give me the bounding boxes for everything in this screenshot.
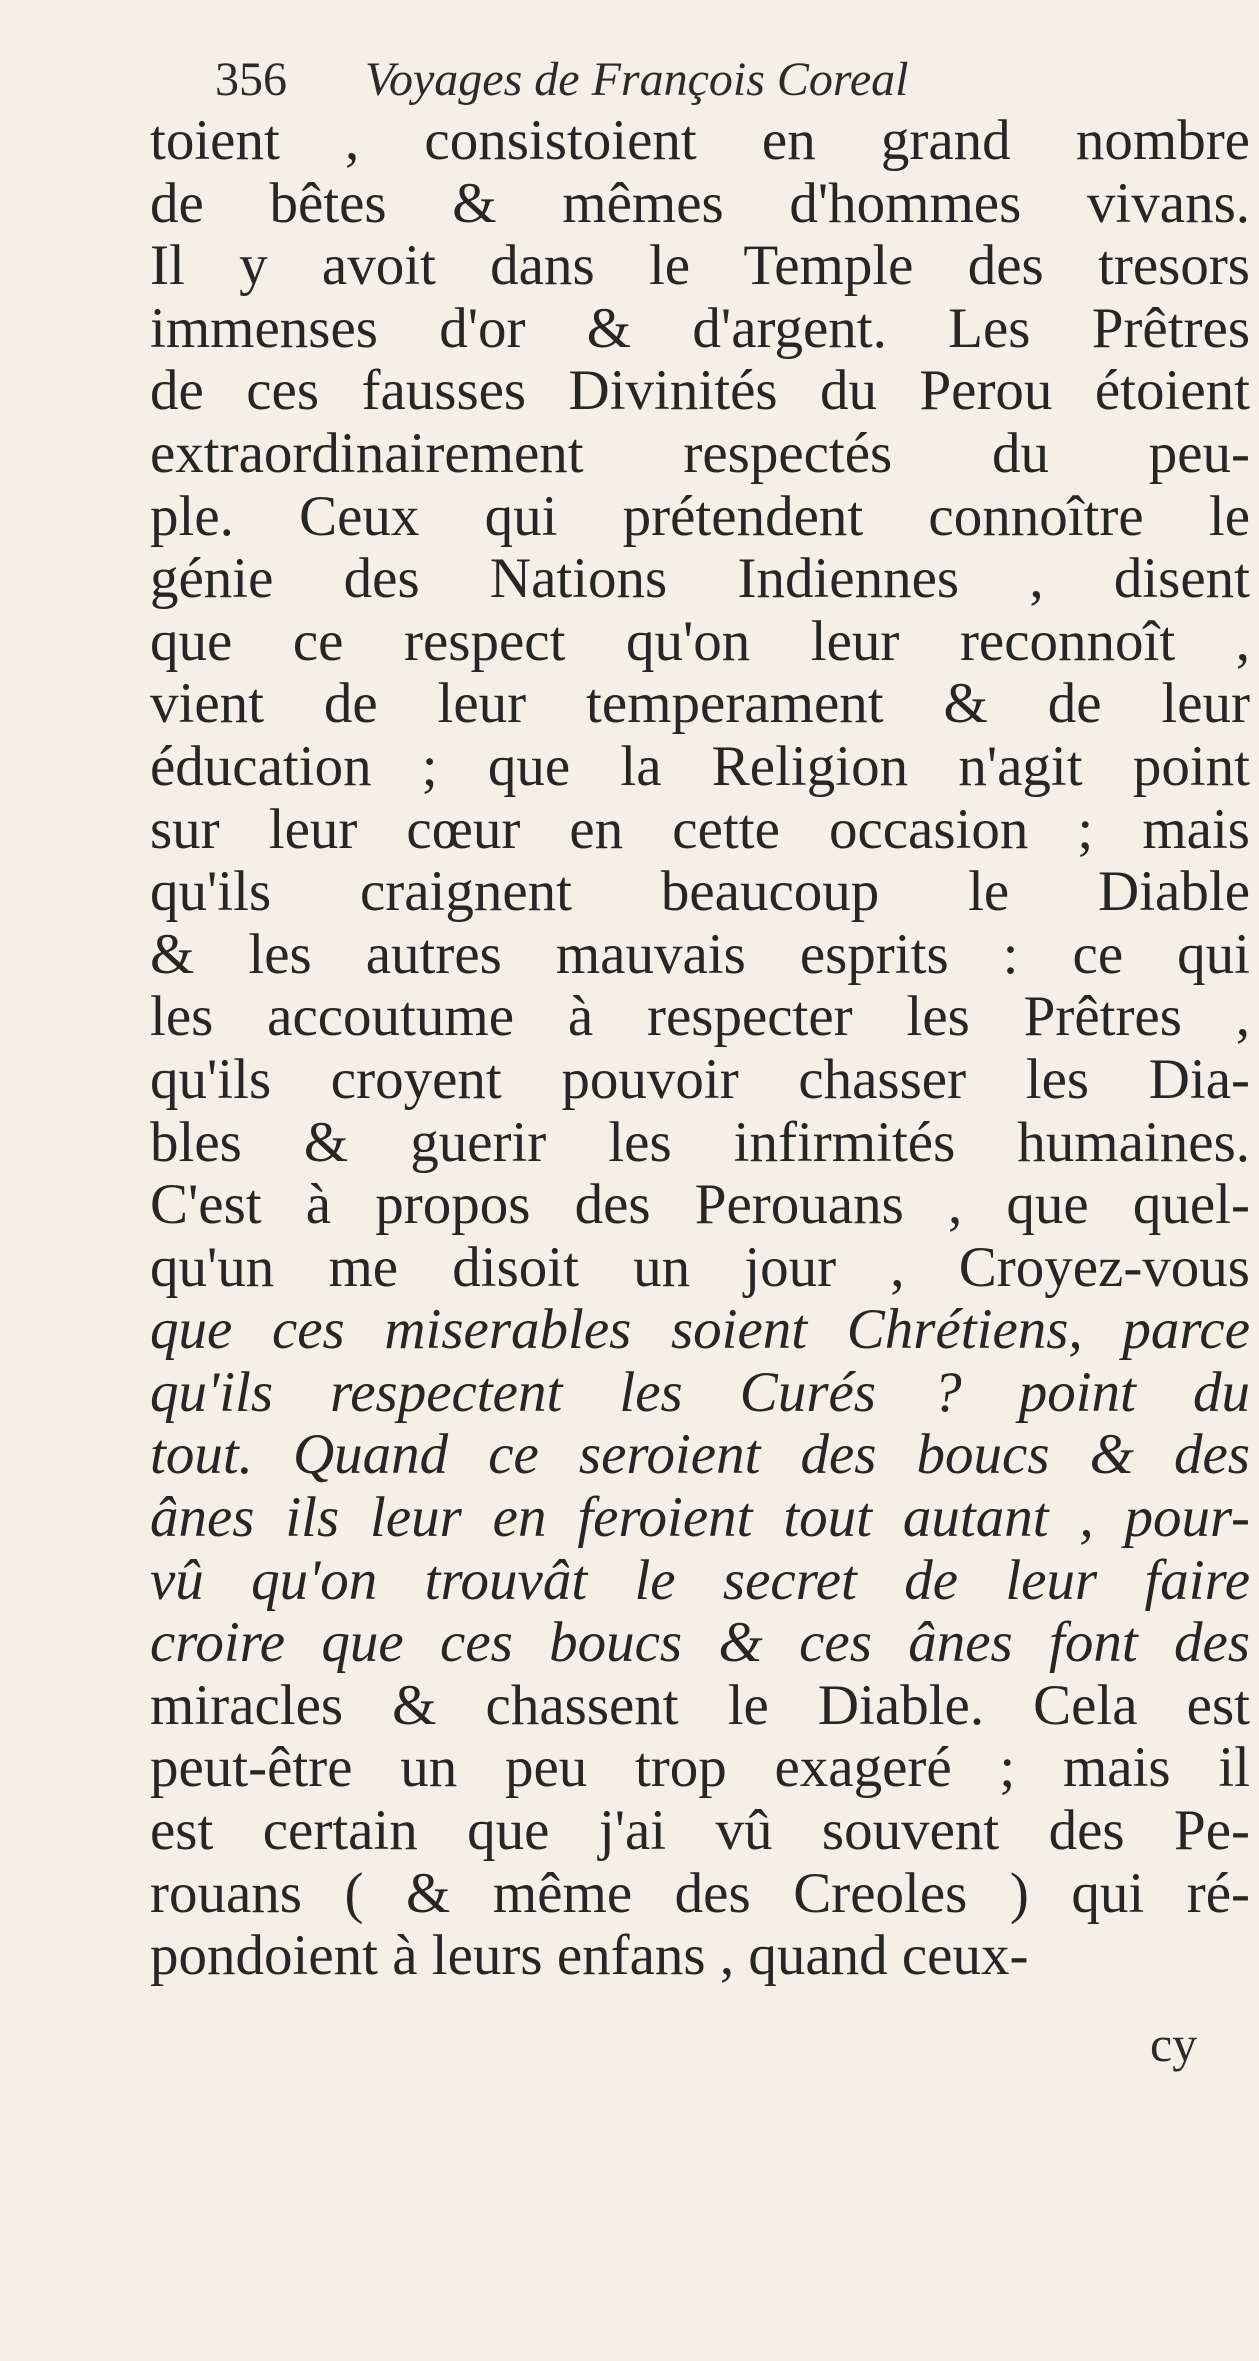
text-line: de bêtes & mêmes d'hommes vivans.: [150, 171, 1250, 235]
running-title: Voyages de François Coreal: [365, 53, 909, 106]
text-line: bles & guerir les infirmités humaines.: [150, 1110, 1250, 1174]
text-line: tout. Quand ce seroient des boucs & des: [150, 1423, 1250, 1487]
text-line: vû qu'on trouvât le secret de leur faire: [150, 1548, 1250, 1612]
text-line: les accoutume à respecter les Prêtres ,: [150, 985, 1250, 1049]
text-line: pondoient à leurs enfans , quand ceux-: [150, 1924, 1029, 1988]
text-line: qu'ils croyent pouvoir chasser les Dia-: [150, 1047, 1250, 1111]
page-number: 356: [215, 53, 287, 106]
text-line: éducation ; que la Religion n'agit point: [150, 734, 1250, 798]
text-line: qu'ils craignent beaucoup le Diable: [150, 860, 1250, 924]
text-line: que ces miserables soient Chrétiens, parce: [150, 1298, 1250, 1362]
text-line: qu'un me disoit un jour , Croyez-vous: [150, 1235, 1250, 1299]
text-line: est certain que j'ai vû souvent des Pe-: [150, 1799, 1250, 1863]
text-line: toient , consistoient en grand nombre: [150, 109, 1250, 172]
text-line: que ce respect qu'on leur reconnoît ,: [150, 609, 1250, 673]
text-line: miracles & chassent le Diable. Cela est: [150, 1673, 1250, 1737]
text-line: rouans ( & même des Creoles ) qui ré-: [150, 1861, 1250, 1925]
text-line: Il y avoit dans le Temple des tresors: [150, 234, 1250, 298]
text-line: C'est à propos des Perouans , que quel-: [150, 1173, 1250, 1237]
catchword: cy: [1150, 2016, 1198, 2072]
text-line: génie des Nations Indiennes , disent: [150, 547, 1250, 611]
text-line: ple. Ceux qui prétendent connoître le: [150, 484, 1250, 548]
body-text: [150, 110, 1250, 1988]
text-line: extraordinairement respectés du peu-: [150, 421, 1250, 485]
text-line: de ces fausses Divinités du Perou étoient: [150, 359, 1250, 423]
page-header: [215, 52, 1179, 112]
text-line: & les autres mauvais esprits : ce qui: [150, 922, 1250, 986]
text-line: immenses d'or & d'argent. Les Prêtres: [150, 296, 1250, 360]
text-line: ânes ils leur en feroient tout autant , pour-: [150, 1486, 1250, 1550]
text-line: croire que ces boucs & ces ânes font des: [150, 1611, 1250, 1675]
text-line: sur leur cœur en cette occasion ; mais: [150, 797, 1250, 861]
text-line: qu'ils respectent les Curés ? point du: [150, 1360, 1250, 1424]
text-line: peut-être un peu trop exageré ; mais il: [150, 1736, 1250, 1800]
text-line: vient de leur temperament & de leur: [150, 672, 1250, 736]
